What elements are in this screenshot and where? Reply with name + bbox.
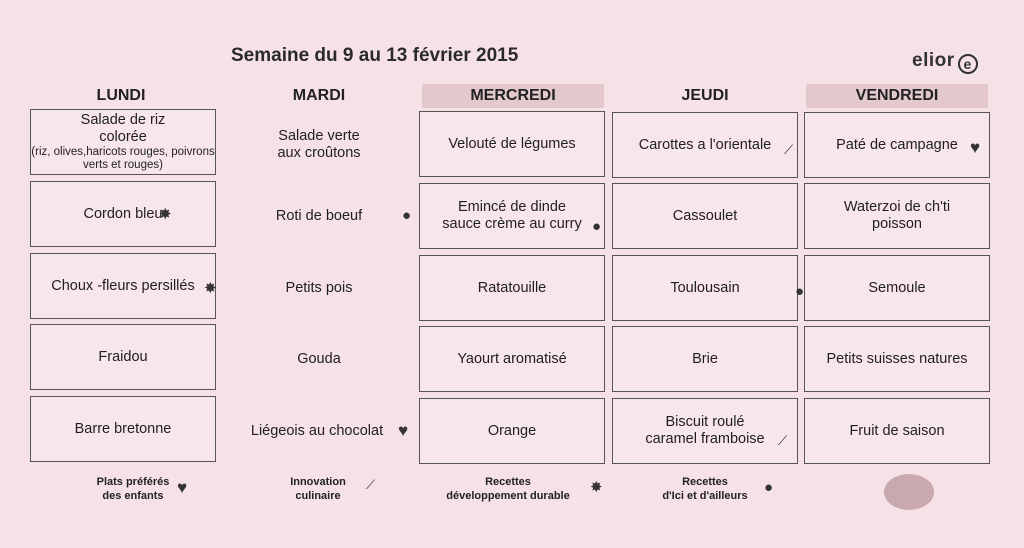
dish-label: Semoule: [868, 279, 926, 296]
day-header-lundi: LUNDI: [96, 87, 146, 104]
menu-cell-vendredi-legume: [804, 255, 990, 321]
menu-cell-mercredi-fromage: [419, 326, 605, 392]
dish-label: Orange: [487, 422, 537, 439]
dish-label: Roti de boeuf: [275, 207, 363, 224]
dish-label: Petits pois: [285, 279, 353, 296]
dish-label: Gouda: [297, 350, 341, 367]
dish-label: colorée: [99, 129, 147, 145]
menu-cell-lundi-plat: [30, 181, 216, 247]
dish-label: Barre bretonne: [74, 420, 172, 437]
dish-label: Carottes a l'orientale: [638, 136, 772, 153]
legend-ailleurs: [650, 475, 760, 503]
dish-label: Liégeois au chocolat: [250, 422, 384, 439]
legend-label: Plats préférés: [96, 476, 170, 488]
menu-cell-lundi-fromage: [30, 324, 216, 390]
logo-e-icon: e: [958, 54, 978, 74]
legend-label: Innovation: [290, 476, 346, 488]
menu-cell-lundi-dessert: [30, 396, 216, 462]
menu-cell-mercredi-legume: [419, 255, 605, 321]
sun-burst-icon: ✸: [159, 206, 172, 223]
dish-label: Waterzoi de ch'ti: [843, 199, 951, 215]
globe-icon: ●: [592, 218, 602, 235]
day-header-vendredi: VENDREDI: [806, 84, 988, 108]
elior-logo: [912, 50, 978, 74]
globe-icon: ●: [764, 479, 774, 496]
dish-label: poisson: [872, 216, 922, 232]
menu-cell-mardi-plat: [226, 183, 412, 249]
sun-burst-icon: ✸: [204, 280, 217, 297]
menu-cell-vendredi-dessert: [804, 398, 990, 464]
dish-label: Salade verte: [278, 128, 360, 144]
menu-cell-mercredi-entree: [419, 111, 605, 177]
menu-cell-mardi-entree: [226, 112, 412, 178]
legend-label: Recettes: [485, 476, 531, 488]
legend-label: des enfants: [102, 490, 164, 502]
heart-icon: ♥: [970, 138, 981, 157]
menu-cell-jeudi-fromage: [612, 326, 798, 392]
partner-badge-icon: [884, 474, 934, 510]
menu-cell-jeudi-plat: [612, 183, 798, 249]
legend-label: Recettes: [682, 476, 728, 488]
dish-label: Fraidou: [98, 348, 148, 365]
day-header-jeudi: JEUDI: [681, 87, 729, 104]
menu-cell-mardi-dessert: [224, 398, 410, 464]
dish-label: Brie: [692, 350, 718, 367]
menu-cell-lundi-entree: [30, 109, 216, 175]
menu-cell-jeudi-entree: [612, 112, 798, 178]
logo-text: elior: [912, 50, 955, 71]
dish-label: Yaourt aromatisé: [457, 350, 567, 367]
globe-icon: ●: [402, 207, 412, 224]
menu-cell-jeudi-dessert: [612, 398, 798, 464]
magic-wand-icon: ⟋: [366, 477, 376, 492]
legend-durable: [433, 475, 583, 503]
menu-cell-vendredi-plat: [804, 183, 990, 249]
dish-label: aux croûtons: [277, 145, 361, 161]
legend-label: culinaire: [295, 490, 341, 502]
sun-burst-icon: ✸: [590, 479, 603, 496]
menu-cell-mardi-legume: [226, 255, 412, 321]
dish-label: Petits suisses natures: [826, 350, 968, 367]
dish-label: Choux -fleurs persillés: [51, 277, 195, 294]
dish-label: Biscuit roulé: [665, 414, 745, 430]
heart-icon: ♥: [177, 478, 188, 497]
dish-label: Cordon bleu: [83, 205, 163, 222]
page-title: Semaine du 9 au 13 février 2015: [231, 45, 519, 66]
dish-label: caramel framboise: [645, 431, 765, 447]
dish-label: Emincé de dinde: [457, 199, 566, 215]
menu-cell-vendredi-entree: [804, 112, 990, 178]
legend-label: développement durable: [446, 490, 570, 502]
magic-wand-icon: ⟋: [778, 433, 788, 448]
legend-innovation: [268, 475, 368, 503]
dish-label: Salade de riz: [80, 112, 166, 128]
dish-label: Velouté de légumes: [448, 135, 576, 152]
menu-cell-jeudi-legume: [612, 255, 798, 321]
menu-cell-mardi-fromage: [226, 326, 412, 392]
menu-cell-mercredi-dessert: [419, 398, 605, 464]
globe-icon: ●: [795, 283, 805, 300]
heart-icon: ♥: [398, 421, 409, 440]
menu-cell-mercredi-plat: [419, 183, 605, 249]
day-header-mardi: MARDI: [292, 87, 346, 104]
dish-label: Fruit de saison: [849, 422, 945, 439]
day-header-mercredi: MERCREDI: [422, 84, 604, 108]
dish-detail: (riz, olives,haricots rouges, poivrons verts et rouges): [31, 146, 215, 171]
dish-label: sauce crème au curry: [442, 216, 582, 232]
menu-cell-lundi-legume: [30, 253, 216, 319]
dish-label: Cassoulet: [672, 207, 738, 224]
dish-label: Toulousain: [670, 279, 740, 296]
legend-favoris: [78, 475, 188, 503]
dish-label: Paté de campagne: [836, 136, 958, 153]
magic-wand-icon: ⟋: [784, 142, 794, 157]
menu-cell-vendredi-fromage: [804, 326, 990, 392]
legend-label: d'Ici et d'ailleurs: [662, 490, 748, 502]
dish-label: Ratatouille: [477, 279, 547, 296]
